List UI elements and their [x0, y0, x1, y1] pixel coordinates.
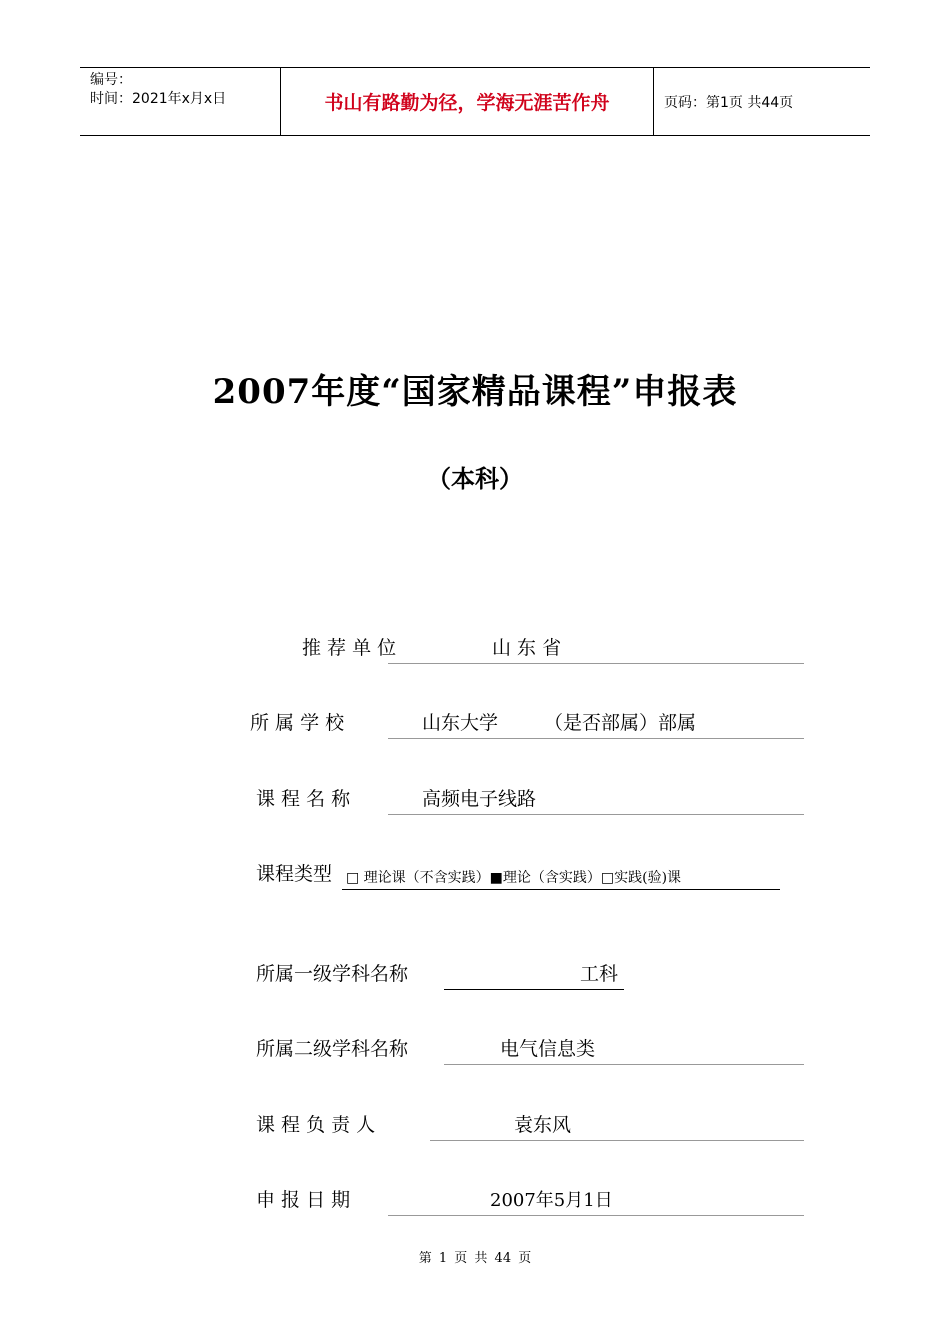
course-name-underline	[388, 814, 804, 815]
document-title: 2007年度“国家精品课程”申报表	[212, 372, 738, 412]
school-value: 山东大学	[422, 712, 499, 734]
discipline1-underline	[444, 989, 624, 990]
date-label: 申 报 日 期	[256, 1189, 351, 1211]
discipline1-label: 所属一级学科名称	[256, 963, 409, 985]
header-motto: 书山有路勤为径，学海无涯苦作舟	[281, 68, 654, 135]
date-underline	[388, 1215, 804, 1216]
discipline2-label: 所属二级学科名称	[256, 1038, 409, 1060]
document-number: 编号：	[90, 72, 132, 88]
form-row-date	[256, 1184, 804, 1216]
form-row-course-name	[256, 783, 804, 815]
discipline1-value: 工科	[580, 963, 619, 985]
form-row-discipline2	[256, 1033, 804, 1065]
recommend-unit-value: 山 东 省	[492, 637, 562, 659]
form-row-course-type	[256, 858, 780, 890]
course-name-label: 课 程 名 称	[256, 788, 351, 810]
document-subtitle: （本科）	[427, 464, 523, 493]
leader-label: 课 程 负 责 人	[256, 1114, 376, 1136]
school-affiliation: （是否部属）部属	[544, 712, 697, 734]
recommend-unit-underline	[388, 663, 804, 664]
discipline2-value: 电气信息类	[500, 1038, 596, 1060]
header-meta	[80, 68, 281, 135]
form-row-leader	[256, 1109, 804, 1141]
course-name-value: 高频电子线路	[422, 788, 537, 810]
form-row-discipline1	[256, 958, 624, 990]
header-page-info: 页码：第1页 共44页	[664, 94, 794, 111]
date-value: 2007年5月1日	[490, 1190, 613, 1211]
page-header	[80, 67, 870, 136]
course-type-underline	[342, 889, 780, 890]
course-type-label: 课程类型	[256, 863, 333, 885]
course-type-value: □ 理论课（不含实践）■理论（含实践）□实践(验)课	[346, 870, 682, 886]
recommend-unit-label: 推 荐 单 位	[302, 637, 397, 659]
form-row-recommend-unit	[256, 632, 804, 664]
form-row-school	[250, 707, 804, 739]
school-label: 所 属 学 校	[250, 712, 345, 734]
page-footer: 第 1 页 共 44 页	[418, 1251, 532, 1266]
school-underline	[388, 738, 804, 739]
leader-underline	[430, 1140, 804, 1141]
document-time: 时间：2021年x月x日	[90, 91, 227, 107]
leader-value: 袁东风	[514, 1114, 572, 1136]
discipline2-underline	[444, 1064, 804, 1065]
